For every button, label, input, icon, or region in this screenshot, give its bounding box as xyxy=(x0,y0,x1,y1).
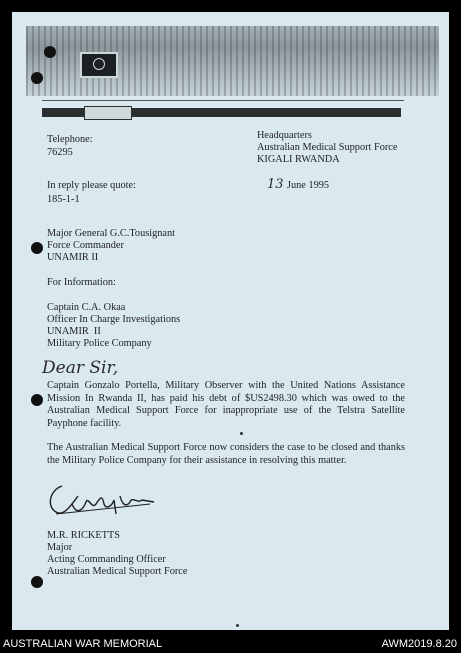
body-paragraph-1: Captain Gonzalo Portella, Military Observer with the United Nations Assistance Mission In Rwanda II, has paid his debt of $US2498.30 which was owed to the Australian Medical Support Force for inappropriate use of the Telstra Satellite Payphone facility. xyxy=(47,380,405,429)
recipient-line-2: Force Commander xyxy=(47,240,124,251)
hq-line-2: Australian Medical Support Force xyxy=(257,142,398,153)
stray-mark xyxy=(240,432,243,435)
signatory-name: M.R. RICKETTS xyxy=(47,530,120,541)
info-line-2: Officer In Charge Investigations xyxy=(47,314,181,325)
info-line-3: UNAMIR II xyxy=(47,326,101,337)
date-day-handwritten: 13 xyxy=(267,177,284,192)
letter-page xyxy=(12,12,449,630)
recipient-line-3: UNAMIR II xyxy=(47,252,99,263)
stray-mark xyxy=(236,624,239,627)
punch-hole xyxy=(44,46,56,58)
info-line-4: Military Police Company xyxy=(47,338,152,349)
reply-reference: 185-1-1 xyxy=(47,194,80,205)
signature xyxy=(42,474,172,522)
hq-line-3: KIGALI RWANDA xyxy=(257,154,340,165)
signatory-unit: Australian Medical Support Force xyxy=(47,566,188,577)
reply-label: In reply please quote: xyxy=(47,180,136,191)
letterhead-rule xyxy=(42,100,404,101)
body-paragraph-2: The Australian Medical Support Force now considers the case to be closed and thanks the Military Police Company for their assistance in resolving this matter. xyxy=(47,442,405,466)
hq-line-1: Headquarters xyxy=(257,130,312,141)
crest-icon xyxy=(84,106,132,120)
info-label: For Information: xyxy=(47,277,116,288)
telephone-label: Telephone: xyxy=(47,134,93,145)
footer-source: AUSTRALIAN WAR MEMORIAL xyxy=(3,638,163,650)
date-text: June 1995 xyxy=(287,180,330,191)
recipient-line-1: Major General G.C.Tousignant xyxy=(47,228,175,239)
footer-accession-number: AWM2019.8.20 xyxy=(381,638,457,650)
punch-hole xyxy=(31,72,43,84)
salutation-handwritten: Dear Sir, xyxy=(42,358,119,378)
signatory-rank: Major xyxy=(47,542,73,553)
signatory-role: Acting Commanding Officer xyxy=(47,554,166,565)
punch-hole xyxy=(31,576,43,588)
telephone-number: 76295 xyxy=(47,147,73,158)
un-flag-icon xyxy=(80,52,118,78)
punch-hole xyxy=(31,394,43,406)
punch-hole xyxy=(31,242,43,254)
info-line-1: Captain C.A. Okaa xyxy=(47,302,126,313)
